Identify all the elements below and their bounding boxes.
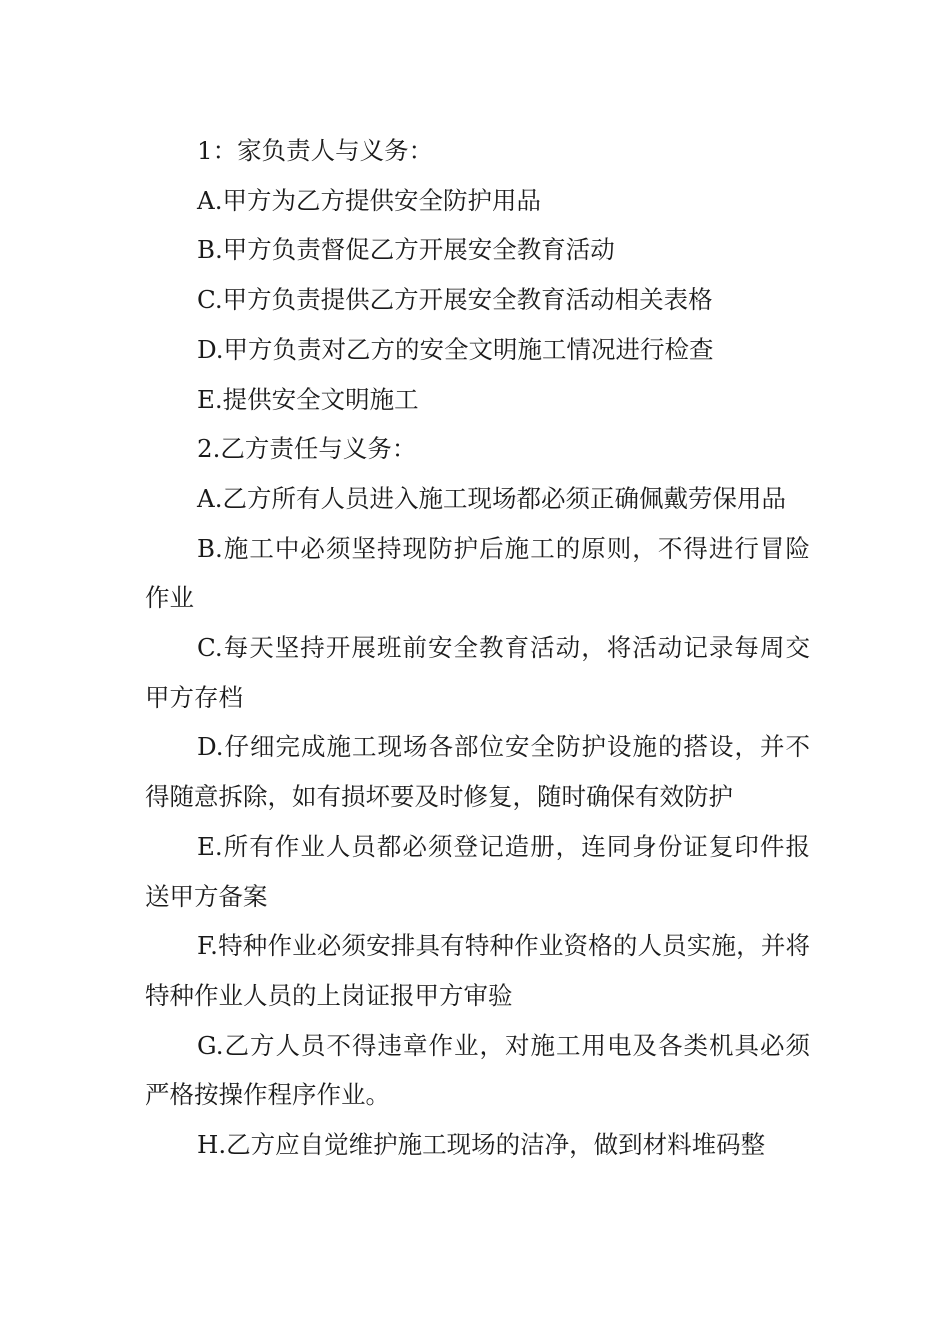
clause-e-2: E.所有作业人员都必须登记造册，连同身份证复印件报送甲方备案 <box>145 831 810 911</box>
clause-d-1: D.甲方负责对乙方的安全文明施工情况进行检查 <box>197 334 714 364</box>
clause-c-2: C.每天坚持开展班前安全教育活动，将活动记录每周交甲方存档 <box>145 633 810 712</box>
clause-d-2: D.仔细完成施工现场各部位安全防护设施的搭设，并不得随意拆除，如有损坏要及时修复，随时确保有效防护 <box>145 732 810 812</box>
clause-c-1: C.甲方负责提供乙方开展安全教育活动相关表格 <box>197 285 713 315</box>
clause-g-2: G.乙方人员不得违章作业，对施工用电及各类机具必须严格按操作程序作业。 <box>145 1030 810 1110</box>
clause-b-2: B.施工中必须坚持现防护后施工的原则，不得进行冒险作业 <box>145 533 810 613</box>
clause-a-1: A.甲方为乙方提供安全防护用品 <box>197 185 541 215</box>
document-body <box>145 126 810 1170</box>
clause-h-2: H.乙方应自觉维护施工现场的洁净，做到材料堆码整 <box>197 1130 766 1160</box>
clause-b-1: B.甲方负责督促乙方开展安全教育活动 <box>197 235 615 265</box>
clause-f-2: F.特种作业必须安排具有特种作业资格的人员实施，并将特种作业人员的上岗证报甲方审验 <box>145 931 810 1010</box>
clause-e-1: E.提供安全文明施工 <box>197 384 419 414</box>
section-heading-party-a: 1：家负责人与义务： <box>197 136 434 165</box>
section-heading-party-b: 2.乙方责任与义务： <box>197 434 417 464</box>
clause-a-2: A.乙方所有人员进入施工现场都必须正确佩戴劳保用品 <box>197 483 786 513</box>
